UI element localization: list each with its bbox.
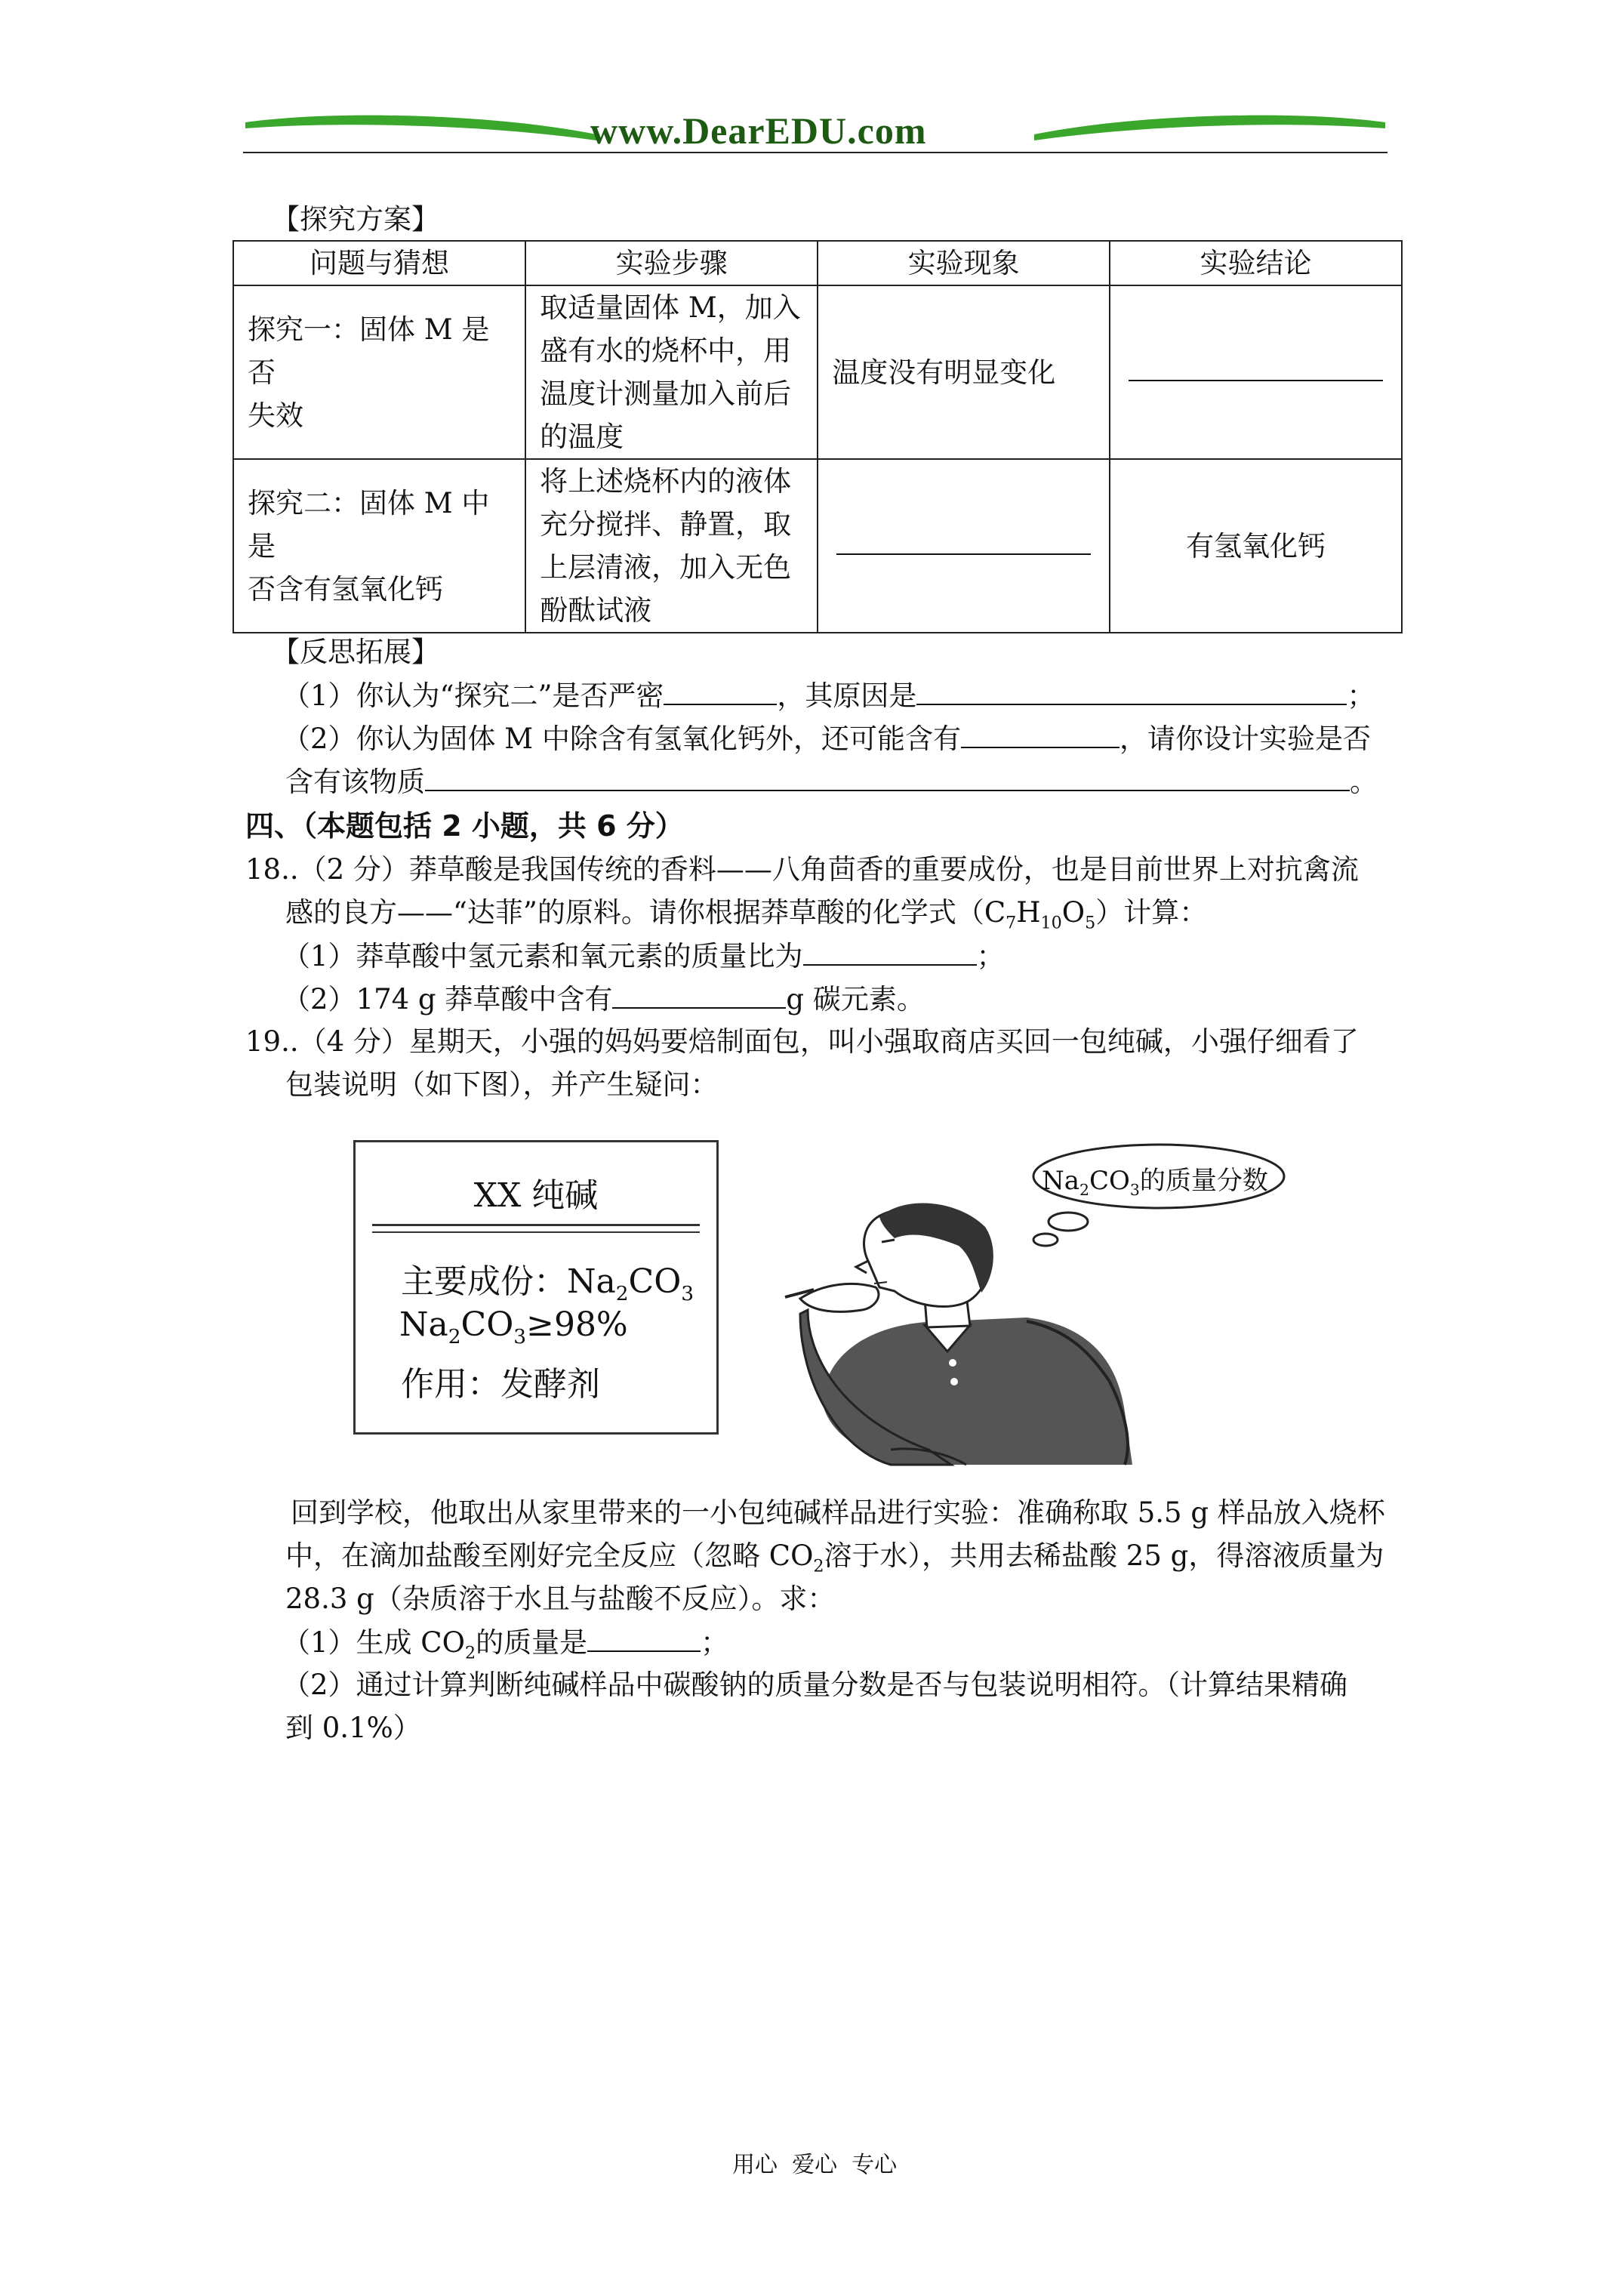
q19-para-b: 中，在滴加盐酸至刚好完全反应（忽略 $CO_2$溶于水），共用去稀盐酸 25 g，得溶液质量为	[285, 1539, 1384, 1576]
q18-part1: （1）莽草酸中氢元素和氧元素的质量比为 ；	[282, 934, 1005, 978]
q18-line1: 18..（2 分）莽草酸是我国传统的香料——八角茴香的重要成份，也是目前世界上对抗禽流	[245, 853, 1359, 886]
q19-sub2: （2）通过计算判断纯碱样品中碳酸钠的质量分数是否与包装说明相符。（计算结果精确	[282, 1669, 1348, 1701]
r1-question: 探究一：固体 M 是否 失效	[233, 285, 525, 459]
header-logo	[242, 106, 1389, 166]
thinking-boy-illustration	[778, 1133, 1306, 1472]
th-phenomenon: 实验现象	[818, 241, 1110, 285]
q19-para-c: 28.3 g（杂质溶于水且与盐酸不反应）。求：	[285, 1583, 836, 1615]
q19-sub1: （1）生成 $CO_2$的质量是 ；	[282, 1620, 728, 1675]
q2-blank-b[interactable]	[425, 760, 1350, 791]
r1-phenomenon: 温度没有明显变化	[818, 285, 1110, 459]
r2-phenomenon-blank[interactable]	[818, 459, 1110, 633]
q19-line1: 19..（4 分）星期天，小强的妈妈要焙制面包，叫小强取商店买回一包纯碱，小强仔细看了	[245, 1025, 1359, 1058]
r2-question: 探究二：固体 M 中是 否含有氢氧化钙	[233, 459, 525, 633]
q19-line2: 包装说明（如下图），并产生疑问：	[285, 1068, 719, 1101]
thought-text: $Na_2CO_3$的质量分数	[1042, 1166, 1268, 1199]
q19-sub2-cont: 到 0.1%）	[285, 1712, 421, 1744]
r2-steps: 将上述烧杯内的液体 充分搅拌、静置，取 上层清液，加入无色 酚酞试液	[525, 459, 818, 633]
label-title: XX 纯碱	[473, 1176, 599, 1215]
r2-conclusion: 有氢氧化钙	[1110, 459, 1402, 633]
th-conclusion: 实验结论	[1110, 241, 1402, 285]
q19-blank-1[interactable]	[587, 1620, 701, 1652]
th-question: 问题与猜想	[233, 241, 525, 285]
q1-blank-a[interactable]	[664, 673, 777, 705]
reflect-q2-cont: 含有该物质 。	[285, 760, 1378, 803]
q19-para-a: 回到学校，他取出从家里带来的一小包纯碱样品进行实验：准确称取 5.5 g 样品放入烧杯	[291, 1496, 1385, 1529]
r1-steps: 取适量固体 M，加入 盛有水的烧杯中，用 温度计测量加入前后 的温度	[525, 285, 818, 459]
q2-blank-a[interactable]	[961, 717, 1119, 748]
part4-heading: 四、（本题包括 2 小题，共 6 分）	[245, 809, 684, 843]
q18-part2: （2）174 g 莽草酸中含有 g 碳元素。	[282, 977, 925, 1021]
experiment-table	[233, 240, 1403, 633]
reflect-q2: （2）你认为固体 M 中除含有氢氧化钙外，还可能含有 ，请你设计实验是否	[282, 717, 1371, 760]
plan-title: 【探究方案】	[272, 203, 439, 236]
q18-blank-1[interactable]	[803, 934, 977, 966]
th-steps: 实验步骤	[525, 241, 818, 285]
reflect-title: 【反思拓展】	[272, 636, 439, 668]
page-footer: 用心 爱心 专心	[732, 2152, 898, 2178]
r1-conclusion-blank[interactable]	[1110, 285, 1402, 459]
q1-blank-b[interactable]	[916, 673, 1347, 705]
q18-line2: 感的良方——“达菲”的原料。请你根据莽草酸的化学式$(C_7H_{10}O_5)$计算：	[285, 896, 1208, 933]
reflect-q1: （1）你认为“探究二”是否严密 ，其原因是 ；	[282, 673, 1375, 717]
q18-blank-2[interactable]	[612, 977, 786, 1009]
label-purity: $Na_2CO_3\ge 98\%$	[399, 1305, 628, 1348]
package-label	[353, 1140, 719, 1435]
site-name: www.DearEDU.com	[590, 109, 927, 152]
label-usage: 作用：发酵剂	[401, 1365, 600, 1404]
label-ingredient: 主要成份：$Na_2CO_3$	[401, 1262, 694, 1305]
